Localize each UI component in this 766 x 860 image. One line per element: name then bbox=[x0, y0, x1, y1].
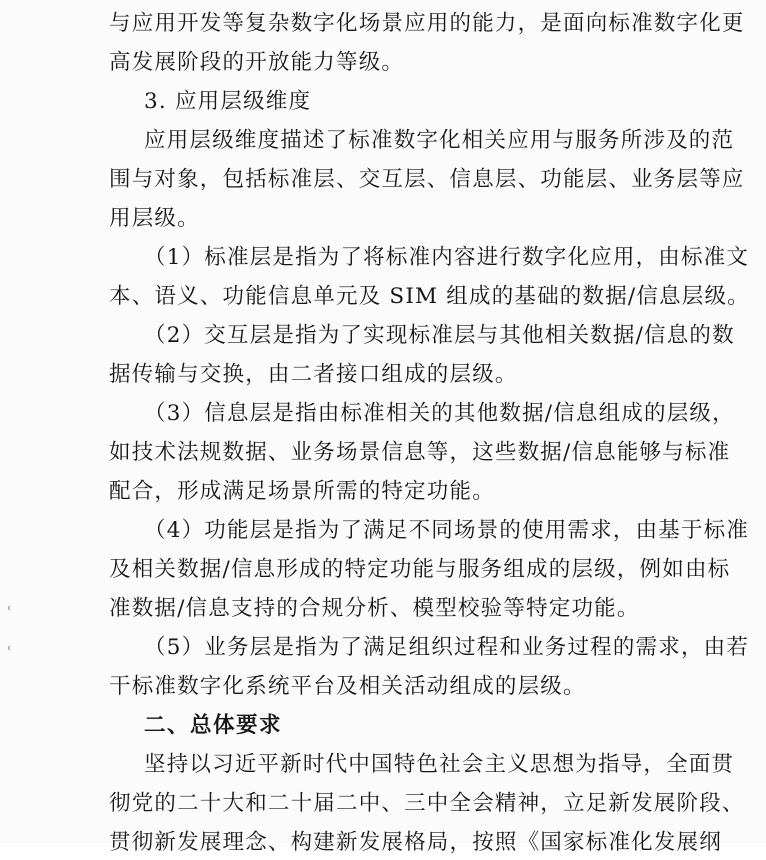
text-line-18: 干标准数字化系统平台及相关活动组成的层级。 bbox=[109, 674, 586, 699]
paragraph-start-application-level: 应用层级维度描述了标准数字化相关应用与服务所涉及的范 bbox=[144, 128, 735, 153]
paragraph-start-general-requirements: 坚持以习近平新时代中国特色社会主义思想为指导，全面贯 bbox=[144, 752, 735, 777]
text-line-5: 围与对象，包括标准层、交互层、信息层、功能层、业务层等应 bbox=[109, 167, 745, 192]
list-item-business-layer: （5）业务层是指为了满足组织过程和业务过程的需求，由若 bbox=[144, 635, 750, 660]
section-heading-application-level: 3. 应用层级维度 bbox=[144, 89, 312, 114]
text-line-8: 本、语义、功能信息单元及 SIM 组成的基础的数据/信息层级。 bbox=[109, 284, 750, 309]
text-line-6: 用层级。 bbox=[109, 206, 200, 231]
text-line-22: 贯彻新发展理念、构建新发展格局，按照《国家标准化发展纲 bbox=[109, 830, 722, 855]
text-line-10: 据传输与交换，由二者接口组成的层级。 bbox=[109, 362, 518, 387]
text-line-21: 彻党的二十大和二十届二中、三中全会精神，立足新发展阶段、 bbox=[109, 791, 745, 816]
list-item-information-layer: （3）信息层是指由标准相关的其他数据/信息组成的层级， bbox=[144, 401, 735, 426]
text-line-13: 配合，形成满足场景所需的特定功能。 bbox=[109, 479, 495, 504]
scan-artifact-mark bbox=[8, 646, 10, 650]
list-item-standard-layer: （1）标准层是指为了将标准内容进行数字化应用，由标准文 bbox=[144, 245, 750, 270]
scan-artifact-mark bbox=[8, 606, 10, 610]
list-item-interaction-layer: （2）交互层是指为了实现标准层与其他相关数据/信息的数 bbox=[144, 323, 735, 348]
text-line-2: 高发展阶段的开放能力等级。 bbox=[109, 50, 405, 75]
text-line-12: 如技术法规数据、业务场景信息等，这些数据/信息能够与标准 bbox=[109, 440, 731, 465]
text-line-16: 准数据/信息支持的合规分析、模型校验等特定功能。 bbox=[109, 596, 640, 621]
section-heading-general-requirements: 二、总体要求 bbox=[144, 713, 283, 738]
text-line-15: 及相关数据/信息形成的特定功能与服务组成的层级，例如由标 bbox=[109, 557, 731, 582]
list-item-function-layer: （4）功能层是指为了满足不同场景的使用需求，由基于标准 bbox=[144, 518, 750, 543]
text-line-1: 与应用开发等复杂数字化场景应用的能力，是面向标准数字化更 bbox=[109, 11, 745, 36]
